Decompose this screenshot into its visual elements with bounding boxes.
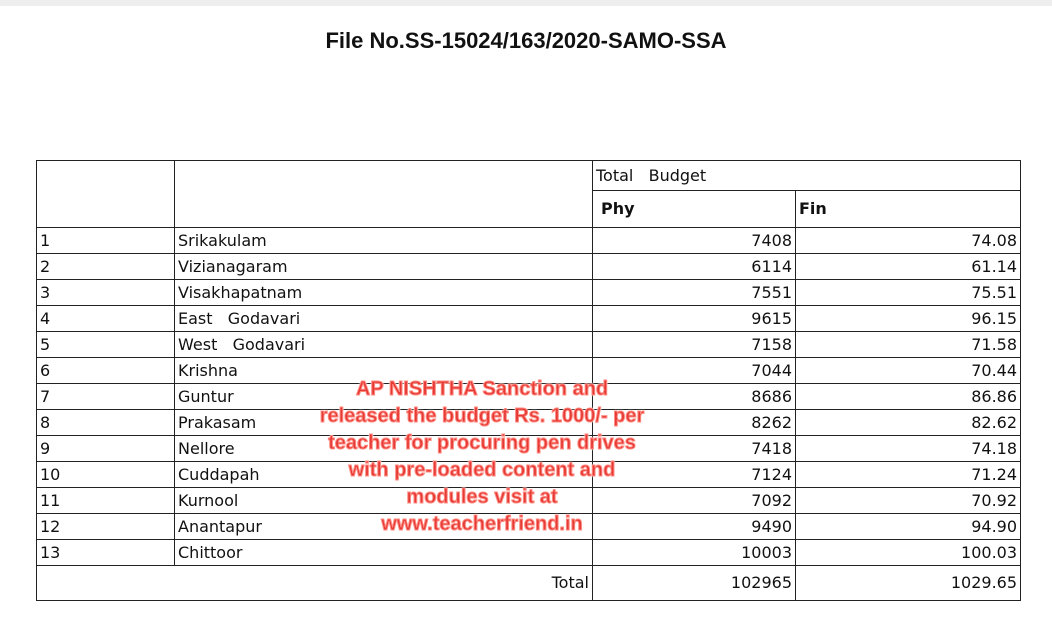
phy-cell: 9490: [593, 514, 796, 540]
fin-cell: 74.18: [796, 436, 1021, 462]
total-phy: 102965: [593, 566, 796, 601]
header-blank-district: [175, 161, 593, 228]
table-row: [37, 540, 1021, 566]
row-number-cell: 2: [37, 254, 175, 280]
header-row-group: [37, 161, 1021, 191]
phy-cell: 7158: [593, 332, 796, 358]
table-row: [37, 280, 1021, 306]
row-number-cell: 13: [37, 540, 175, 566]
file-number-title: File No.SS-15024/163/2020-SAMO-SSA: [325, 28, 727, 53]
table-row: [37, 462, 1021, 488]
district-cell: Cuddapah: [175, 462, 593, 488]
phy-column-header: Phy: [593, 191, 796, 228]
watermark-line: released the budget Rs. 1000/- per: [319, 405, 645, 427]
fin-cell: 100.03: [796, 540, 1021, 566]
header-blank-number: [37, 161, 175, 228]
row-number-cell: 9: [37, 436, 175, 462]
fin-cell: 61.14: [796, 254, 1021, 280]
table-row: [37, 514, 1021, 540]
phy-cell: 10003: [593, 540, 796, 566]
fin-cell: 70.92: [796, 488, 1021, 514]
row-number-cell: 12: [37, 514, 175, 540]
row-number-cell: 8: [37, 410, 175, 436]
row-number-cell: 11: [37, 488, 175, 514]
fin-cell: 70.44: [796, 358, 1021, 384]
watermark-line: modules visit at: [406, 486, 558, 508]
watermark-line: www.teacherfriend.in: [381, 513, 583, 535]
budget-table: [36, 160, 1021, 601]
district-cell: West Godavari: [175, 332, 593, 358]
row-number-cell: 10: [37, 462, 175, 488]
phy-cell: 7044: [593, 358, 796, 384]
row-number-cell: 4: [37, 306, 175, 332]
watermark-line: teacher for procuring pen drives: [328, 432, 636, 454]
phy-cell: 7092: [593, 488, 796, 514]
table-row: [37, 384, 1021, 410]
phy-cell: 7124: [593, 462, 796, 488]
table-row: [37, 228, 1021, 254]
district-cell: Kurnool: [175, 488, 593, 514]
district-cell: Prakasam: [175, 410, 593, 436]
total-row: [37, 566, 1021, 601]
phy-cell: 9615: [593, 306, 796, 332]
fin-cell: 86.86: [796, 384, 1021, 410]
phy-cell: 7551: [593, 280, 796, 306]
phy-cell: 8262: [593, 410, 796, 436]
district-cell: Guntur: [175, 384, 593, 410]
fin-cell: 71.58: [796, 332, 1021, 358]
fin-cell: 96.15: [796, 306, 1021, 332]
row-number-cell: 6: [37, 358, 175, 384]
phy-cell: 6114: [593, 254, 796, 280]
row-number-cell: 5: [37, 332, 175, 358]
fin-cell: 94.90: [796, 514, 1021, 540]
phy-cell: 8686: [593, 384, 796, 410]
table-row: [37, 410, 1021, 436]
district-cell: East Godavari: [175, 306, 593, 332]
total-budget-header: Total Budget: [593, 161, 1021, 191]
table-row: [37, 306, 1021, 332]
watermark-line: AP NISHTHA Sanction and: [355, 378, 609, 400]
phy-cell: 7408: [593, 228, 796, 254]
top-bar: [0, 0, 1052, 6]
fin-column-header: Fin: [796, 191, 1021, 228]
table-row: [37, 436, 1021, 462]
table-row: [37, 254, 1021, 280]
district-cell: Srikakulam: [175, 228, 593, 254]
fin-cell: 75.51: [796, 280, 1021, 306]
table-row: [37, 332, 1021, 358]
district-cell: Anantapur: [175, 514, 593, 540]
fin-cell: 82.62: [796, 410, 1021, 436]
district-cell: Krishna: [175, 358, 593, 384]
district-cell: Visakhapatnam: [175, 280, 593, 306]
table-row: [37, 488, 1021, 514]
row-number-cell: 3: [37, 280, 175, 306]
row-number-cell: 7: [37, 384, 175, 410]
district-cell: Vizianagaram: [175, 254, 593, 280]
district-cell: Nellore: [175, 436, 593, 462]
fin-cell: 74.08: [796, 228, 1021, 254]
table-row: [37, 358, 1021, 384]
total-label: Total: [37, 566, 593, 601]
total-fin: 1029.65: [796, 566, 1021, 601]
phy-cell: 7418: [593, 436, 796, 462]
district-cell: Chittoor: [175, 540, 593, 566]
watermark-line: with pre-loaded content and: [348, 459, 616, 481]
fin-cell: 71.24: [796, 462, 1021, 488]
row-number-cell: 1: [37, 228, 175, 254]
